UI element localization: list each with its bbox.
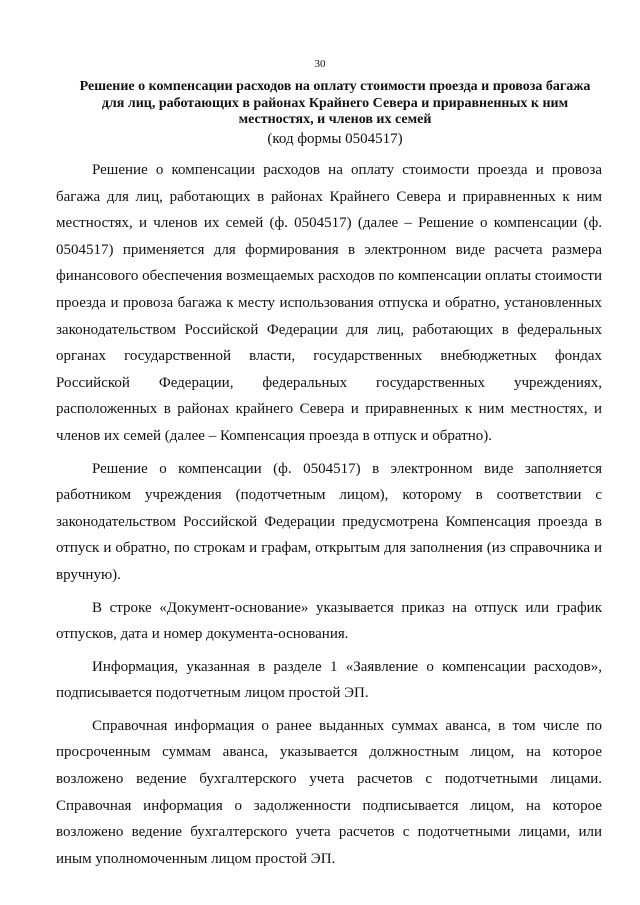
- paragraph: Решение о компенсации расходов на оплату стоимости проезда и провоза багажа для лиц, работающих в районах Крайнего Севера и приравненных к ним местностях, и членов их семей (ф. 0504517) (далее – Решение о компенсации (ф. 0504517) применяется для формирования в электронном виде расчета размера финансового обеспечения возмещаемых расходов по компенсации оплаты стоимости проезда и провоза багажа к месту использования отпуска и обратно, установленных законодательством Российской Федерации для лиц, работающих в федеральных органах государственной власти, государственных внебюджетных фондах Российской Федерации, федеральных государственных учреждениях, расположенных в районах крайнего Севера и приравненных к ним местностях, и членов их семей (далее – Компенсация проезда в отпуск и обратно).: [56, 162, 602, 444]
- page-number: 30: [314, 58, 326, 70]
- paragraph: В строке «Документ-основание» указывается приказ на отпуск или график отпусков, дата и номер документа-основания.: [56, 599, 602, 643]
- document-header: [75, 79, 595, 149]
- paragraph: Информация, указанная в разделе 1 «Заявление о компенсации расходов», подписывается подотчетным лицом простой ЭП.: [56, 658, 602, 702]
- document-body: [56, 157, 602, 872]
- form-code: (код формы 0504517): [267, 130, 403, 147]
- paragraph: Справочная информация о ранее выданных суммах аванса, в том числе по просроченным суммам аванса, указывается должностным лицом, на которое возложено ведение бухгалтерского учета расчетов с подотчетными лицами. Справочная информация о задолженности подписывается лицом, на которое возложено ведение бухгалтерского учета расчетов с подотчетными лицами, или иным уполномоченным лицом простой ЭП.: [56, 717, 602, 867]
- paragraph: Решение о компенсации (ф. 0504517) в электронном виде заполняется работником учреждения (подотчетным лицом), которому в соответствии с законодательством Российской Федерации предусмотрена Компенсация проезда в отпуск и обратно, по строкам и графам, открытым для заполнения (из справочника и вручную).: [56, 460, 602, 583]
- document-title: Решение о компенсации расходов на оплату стоимости проезда и провоза багажа для лиц, работающих в районах Крайнего Севера и приравненных к ним местностях, и членов их семей: [79, 79, 591, 127]
